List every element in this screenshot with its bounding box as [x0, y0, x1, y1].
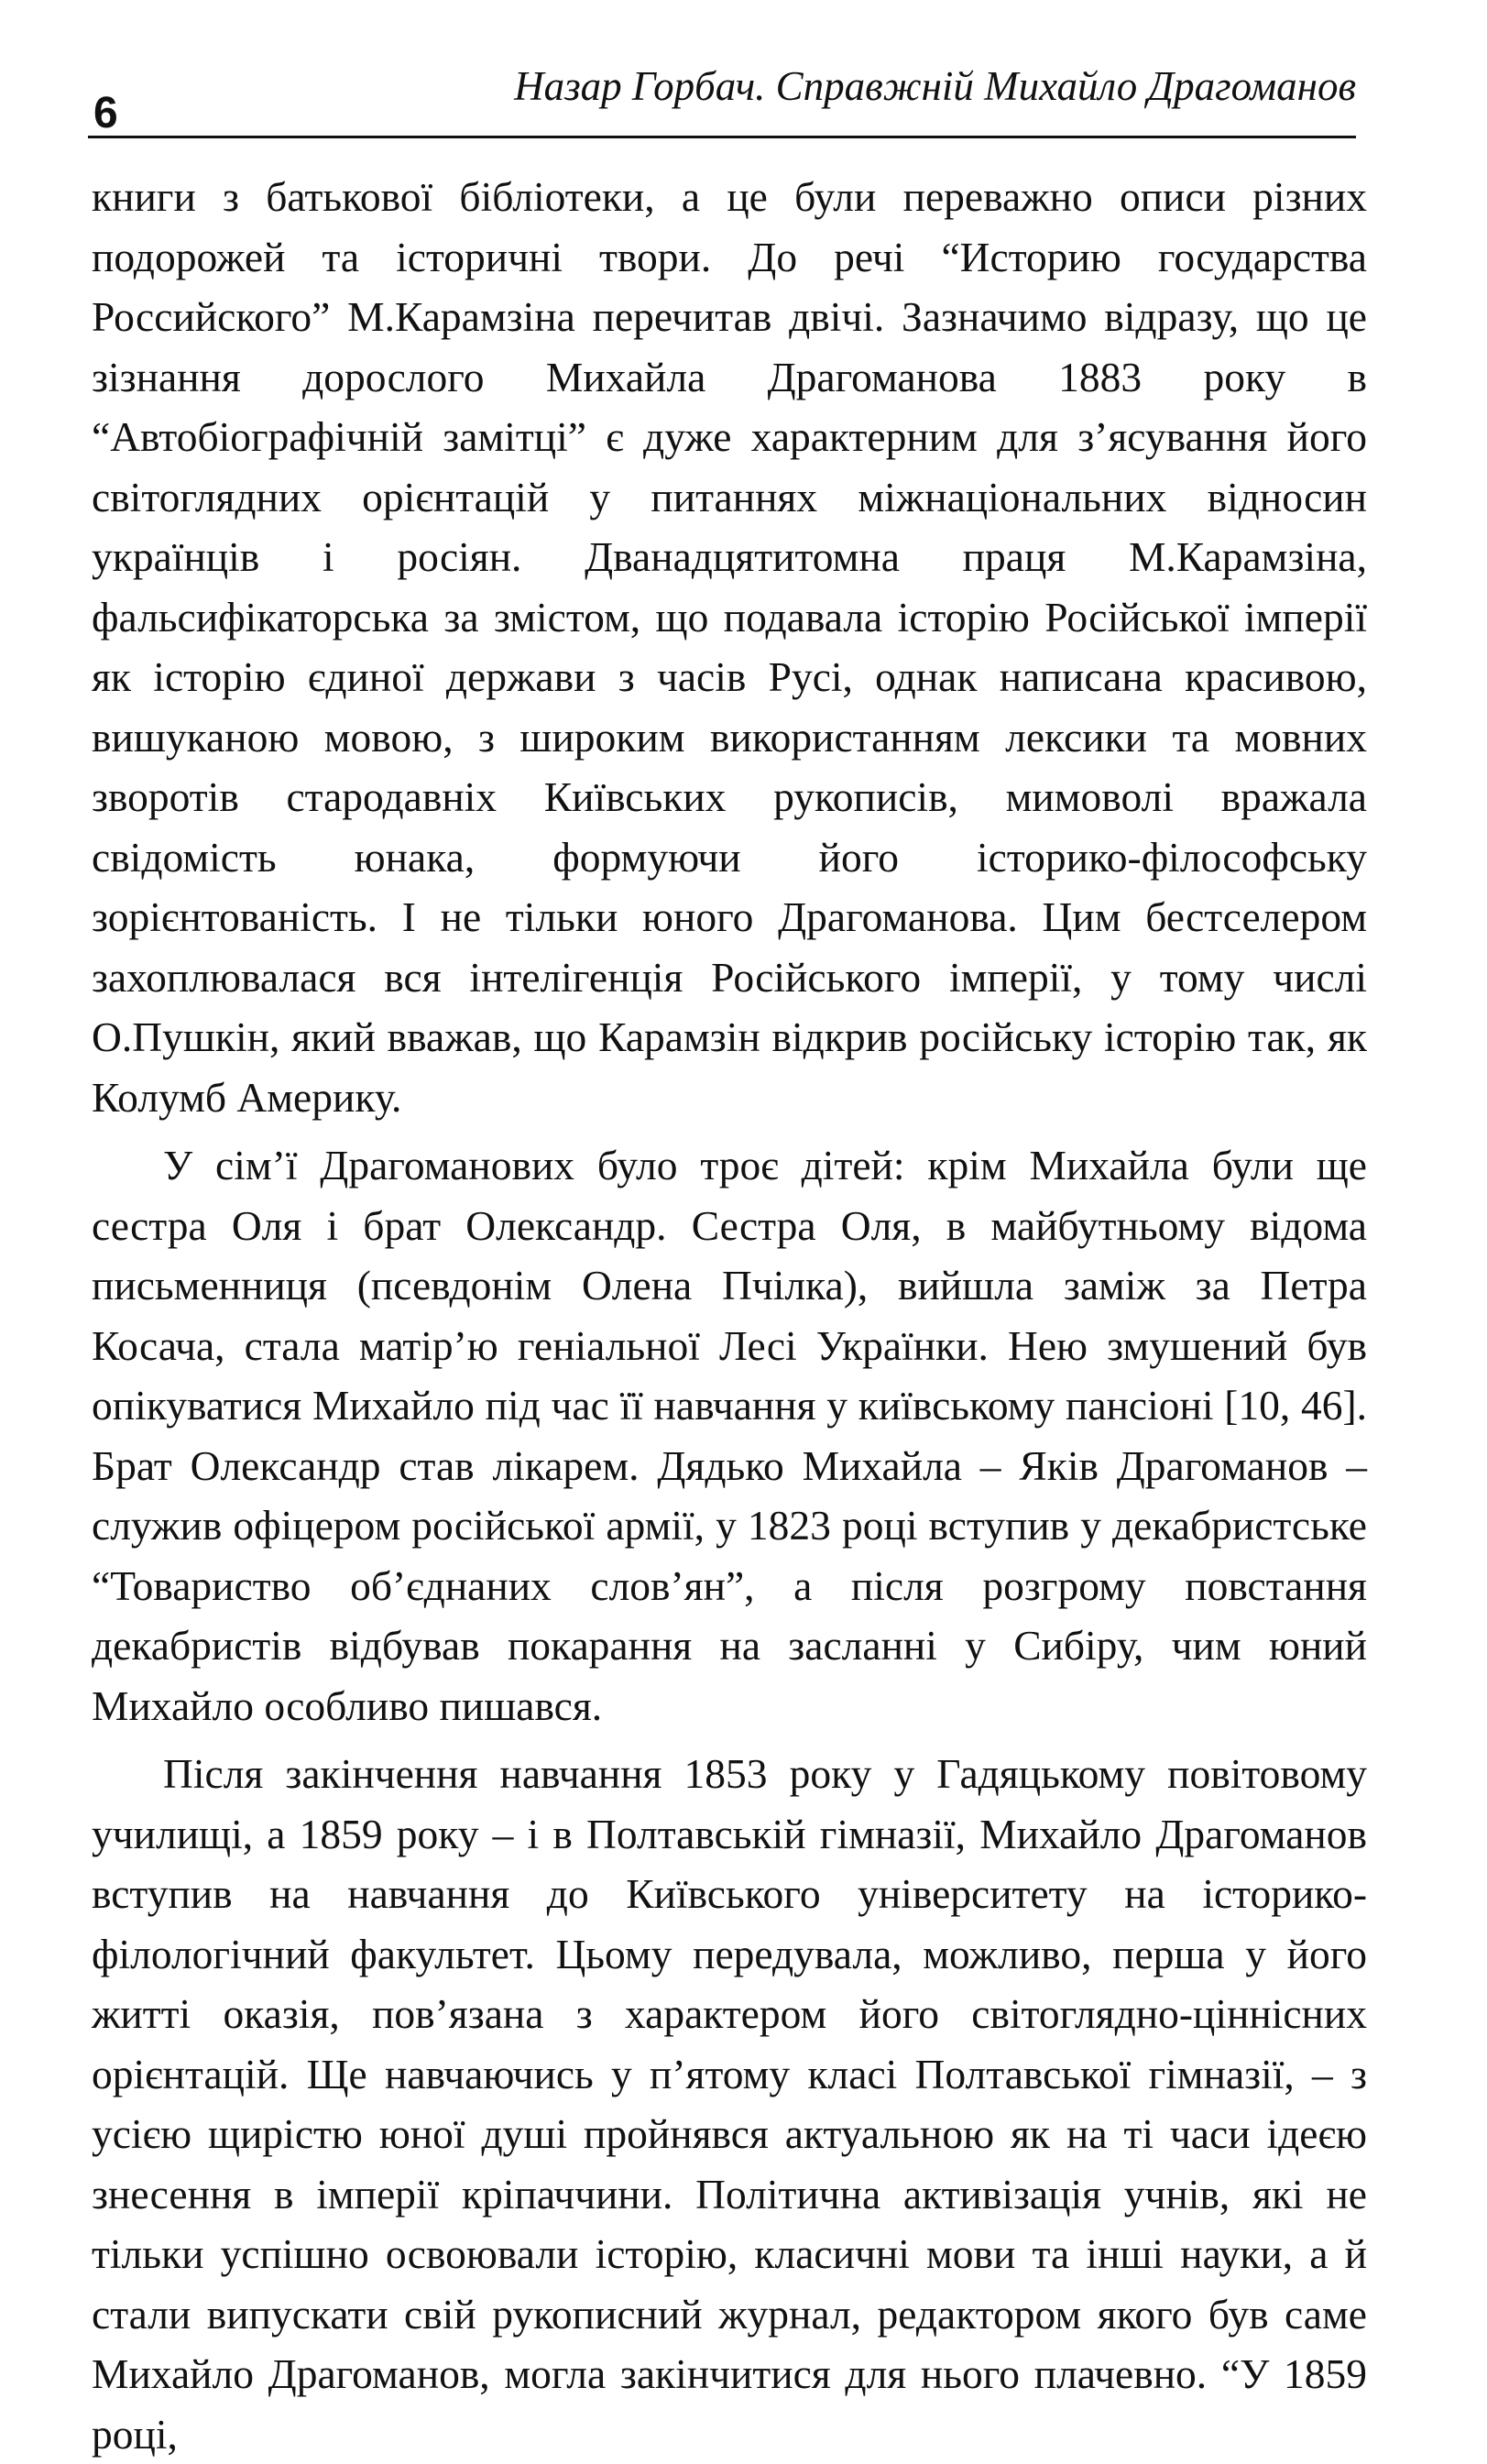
paragraph-education: Після закінчення навчання 1853 року у Гадяцькому повітовому училищі, а 1859 року – і в Полтавській гімназії, Михайло Драгоманов вступив на навчання до Київського університету на історико-філологічний факультет. Цьому передувала, можливо, перша у його житті оказія, пов’язана з характером його світоглядно-ціннісних орієнтацій. Ще навчаючись у п’ятому класі Полтавської гімназії, – з усією щирістю юної душі пройнявся актуальною як на ті часи ідеєю знесення в імперії кріпаччини. Політична активізація учнів, які не тільки успішно освоювали історію, класичні мови та інші науки, а й стали випускати свій рукописний журнал, редактором якого був саме Михайло Драгоманов, могла закінчитися для нього плачевно. “У 1859 році, — [92, 1750, 1367, 2458]
header-rule — [88, 136, 1356, 138]
page-number: 6 — [93, 89, 118, 137]
paragraph-family: У сім’ї Драгоманових було троє дітей: крім Михайла були ще сестра Оля і брат Олександр. Сестра Оля, в майбутньому відома письменниця (псевдонім Олена Пчілка), вийшла заміж за Петра Косача, стала матір’ю геніальної Лесі Українки. Нею змушений був опікуватися Михайло під час її навчання у київському пансіоні [10, 46]. Брат Олександр став лікарем. Дядько Михайла – Яків Драгоманов – служив офіцером російської армії, у 1823 році вступив у декабристське “Товариство об’єднаних слов’ян”, а після розгрому повстання декабристів відбував покарання на засланні у Сибіру, чим юний Михайло особливо пишався. — [92, 1142, 1367, 1729]
body-text — [92, 167, 1367, 2464]
running-header-title: Назар Горбач. Справжній Михайло Драгоманов — [514, 63, 1356, 109]
paragraph-continued: книги з батькової бібліотеки, а це були переважно описи різних подорожей та історичні твори. До речі “Историю государства Российского” М.Карамзіна перечитав двічі. Зазначимо відразу, що це зізнання дорослого Михайла Драгоманова 1883 року в “Автобіографічній замітці” є дуже характерним для з’ясування його світоглядних орієнтацій у питаннях міжнаціональних відносин українців і росіян. Дванадцятитомна праця М.Карамзіна, фальсифікаторська за змістом, що подавала історію Російської імперії як історію єдиної держави з часів Русі, однак написана красивою, вишуканою мовою, з широким використанням лексики та мовних зворотів стародавніх Київських рукописів, мимоволі вражала свідомість юнака, формуючи його історико-філософську зорієнтованість. І не тільки юного Драгоманова. Цим бестселером захоплювалася вся інтелігенція Російського імперії, у тому числі О.Пушкін, який вважав, що Карамзін відкрив російську історію так, як Колумб Америку. — [92, 173, 1367, 1121]
running-header — [88, 57, 1356, 139]
